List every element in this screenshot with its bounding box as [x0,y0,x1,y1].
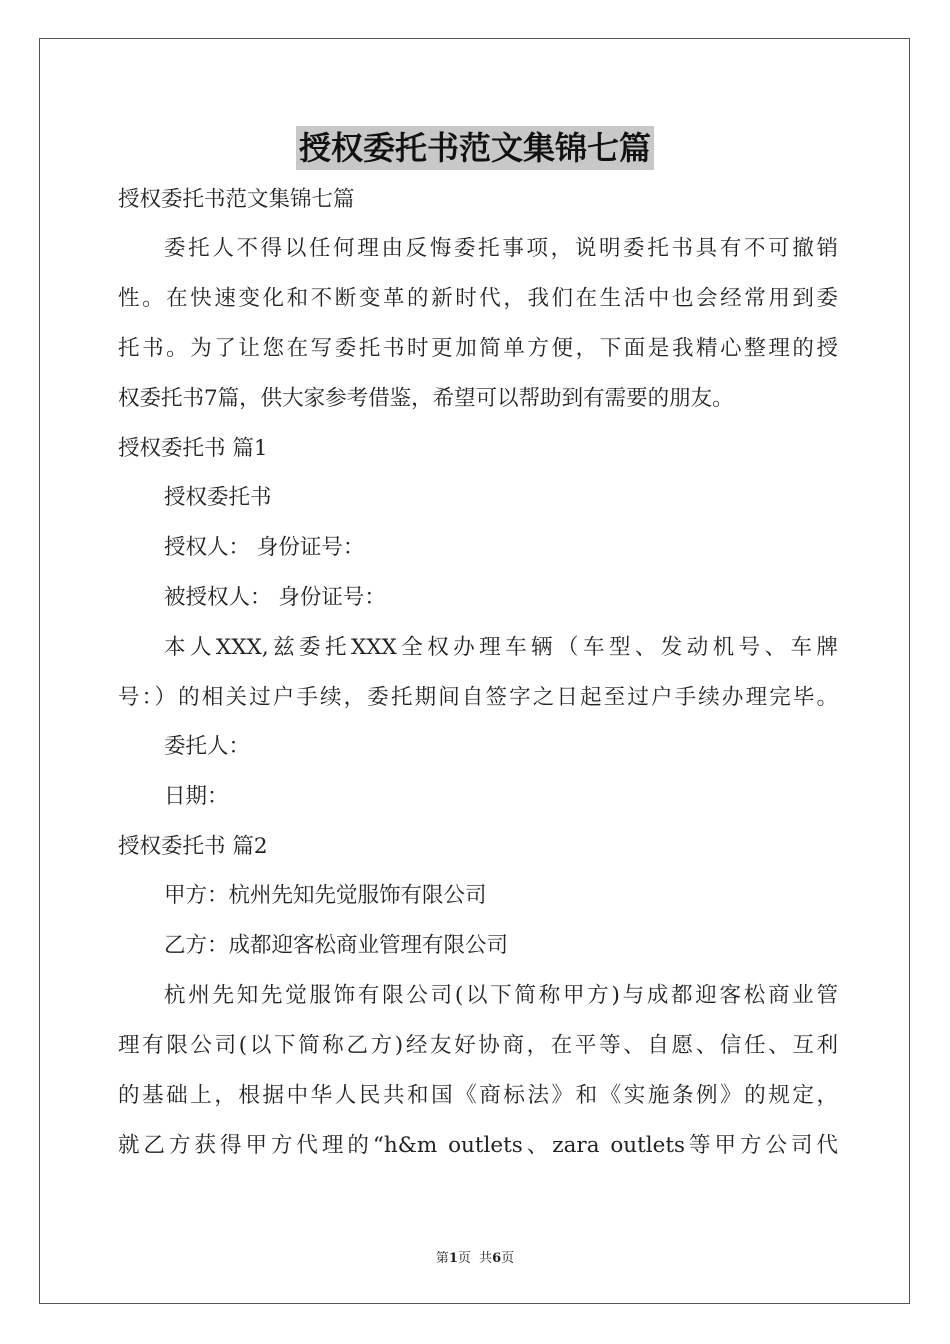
paragraph-line: 被授权人： 身份证号： [164,585,386,610]
paragraph-line: 乙方：成都迎客松商业管理有限公司 [164,933,509,958]
paragraph-line: 就乙方获得甲方代理的“h&m outlets、zara outlets等甲方公司代 [118,1133,838,1158]
paragraph-line: 杭州先知先觉服饰有限公司(以下简称甲方)与成都迎客松商业管 [164,983,838,1008]
paragraph-line: 委托人： [164,734,251,759]
paragraph-line: 甲方：杭州先知先觉服饰有限公司 [164,883,487,908]
paragraph-line: 理有限公司(以下简称乙方)经友好协商，在平等、自愿、信任、互利 [118,1033,838,1058]
paragraph-line: 授权委托书 [164,485,272,510]
paragraph-line: 托书。为了让您在写委托书时更加简单方便，下面是我精心整理的授 [118,336,838,361]
footer-total-pages: 6 [492,1251,502,1266]
paragraph-line: 的基础上，根据中华人民共和国《商标法》和《实施条例》的规定， [118,1083,838,1108]
footer-suffix: 页 [501,1251,515,1266]
paragraph-line: 日期： [164,784,229,809]
paragraph-line: 委托人不得以任何理由反悔委托事项，说明委托书具有不可撤销 [164,236,838,261]
page-footer [0,1247,950,1266]
paragraph-line: 权委托书7篇，供大家参考借鉴，希望可以帮助到有需要的朋友。 [118,386,734,411]
subtitle-line: 授权委托书范文集锦七篇 [118,187,355,212]
footer-page-number: 1 [448,1251,458,1266]
document-title: 授权委托书范文集锦七篇 [296,126,654,170]
page-border [39,38,910,1304]
paragraph-line: 本人XXX,兹委托XXX全权办理车辆（车型、发动机号、车牌 [164,635,838,660]
footer-mid: 页 共 [457,1251,493,1266]
paragraph-line: 性。在快速变化和不断变革的新时代，我们在生活中也会经常用到委 [118,286,838,311]
paragraph-line: 号：）的相关过户手续，委托期间自签字之日起至过户手续办理完毕。 [118,685,838,710]
footer-prefix: 第 [435,1251,449,1266]
section-heading: 授权委托书 篇1 [118,436,268,461]
title-container [0,126,950,170]
section-heading: 授权委托书 篇2 [118,834,268,859]
paragraph-line: 授权人： 身份证号： [164,535,365,560]
